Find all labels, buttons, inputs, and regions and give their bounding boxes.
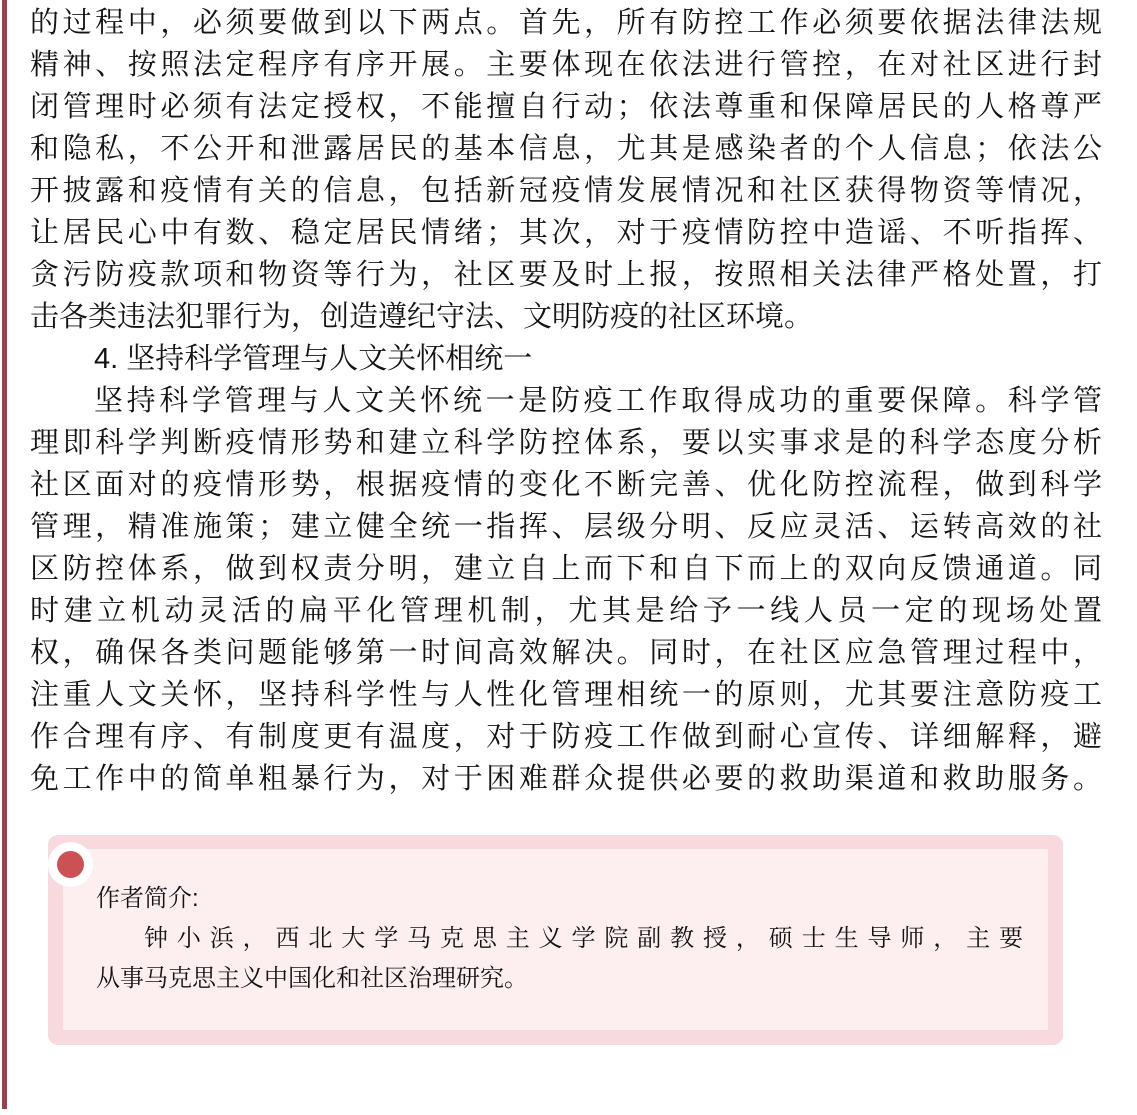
article-line: 注重人文关怀，坚持科学性与人性化管理相统一的原则，尤其要注意防疫工 [30,679,1102,711]
article-line: 区防控体系，做到权责分明，建立自上而下和自下而上的双向反馈通道。同 [30,553,1102,585]
author-box-inner [63,849,1048,1030]
article-line: 贪污防疫款项和物资等行为，社区要及时上报，按照相关法律严格处置，打 [30,259,1102,291]
author-box-marker [48,842,93,887]
article-line: 坚持科学管理与人文关怀统一是防疫工作取得成功的重要保障。科学管 [94,385,1102,417]
article-line: 让居民心中有数、稳定居民情绪；其次，对于疫情防控中造谣、不听指挥、 [30,217,1102,249]
article-line: 时建立机动灵活的扁平化管理机制，尤其是给予一线人员一定的现场处置 [30,595,1102,627]
red-dot-icon [57,851,84,878]
author-box-line: 从事马克思主义中国化和社区治理研究。 [96,965,528,992]
author-box-line: 钟小浜，西北大学马克思主义学院副教授，硕士生导师，主要 [144,925,1023,952]
article-line: 社区面对的疫情形势，根据疫情的变化不断完善、优化防控流程，做到科学 [30,469,1102,501]
article-line: 管理，精准施策；建立健全统一指挥、层级分明、反应灵活、运转高效的社 [30,511,1102,543]
article-line: 4. 坚持科学管理与人文关怀相统一 [94,343,533,375]
article-line: 作合理有序、有制度更有温度，对于防疫工作做到耐心宣传、详细解释，避 [30,721,1102,753]
article-body [30,2,1102,800]
article-line: 精神、按照法定程序有序开展。主要体现在依法进行管控，在对社区进行封 [30,49,1102,81]
article-line: 和隐私，不公开和泄露居民的基本信息，尤其是感染者的个人信息；依法公 [30,133,1102,165]
article-line: 闭管理时必须有法定授权，不能擅自行动；依法尊重和保障居民的人格尊严 [30,91,1102,123]
article-line: 的过程中，必须要做到以下两点。首先，所有防控工作必须要依据法律法规 [30,7,1102,39]
article-line: 免工作中的简单粗暴行为，对于困难群众提供必要的救助渠道和救助服务。 [30,763,1102,795]
article-line: 开披露和疫情有关的信息，包括新冠疫情发展情况和社区获得物资等情况， [30,175,1102,207]
author-box-title: 作者简介: [96,885,199,912]
article-line: 理即科学判断疫情形势和建立科学防控体系，要以实事求是的科学态度分析 [30,427,1102,459]
article-line: 权，确保各类问题能够第一时间高效解决。同时，在社区应急管理过程中， [30,637,1102,669]
article-line: 击各类违法犯罪行为，创造遵纪守法、文明防疫的社区环境。 [30,301,814,333]
author-box [48,835,1063,1045]
left-accent-bar [2,0,7,1109]
